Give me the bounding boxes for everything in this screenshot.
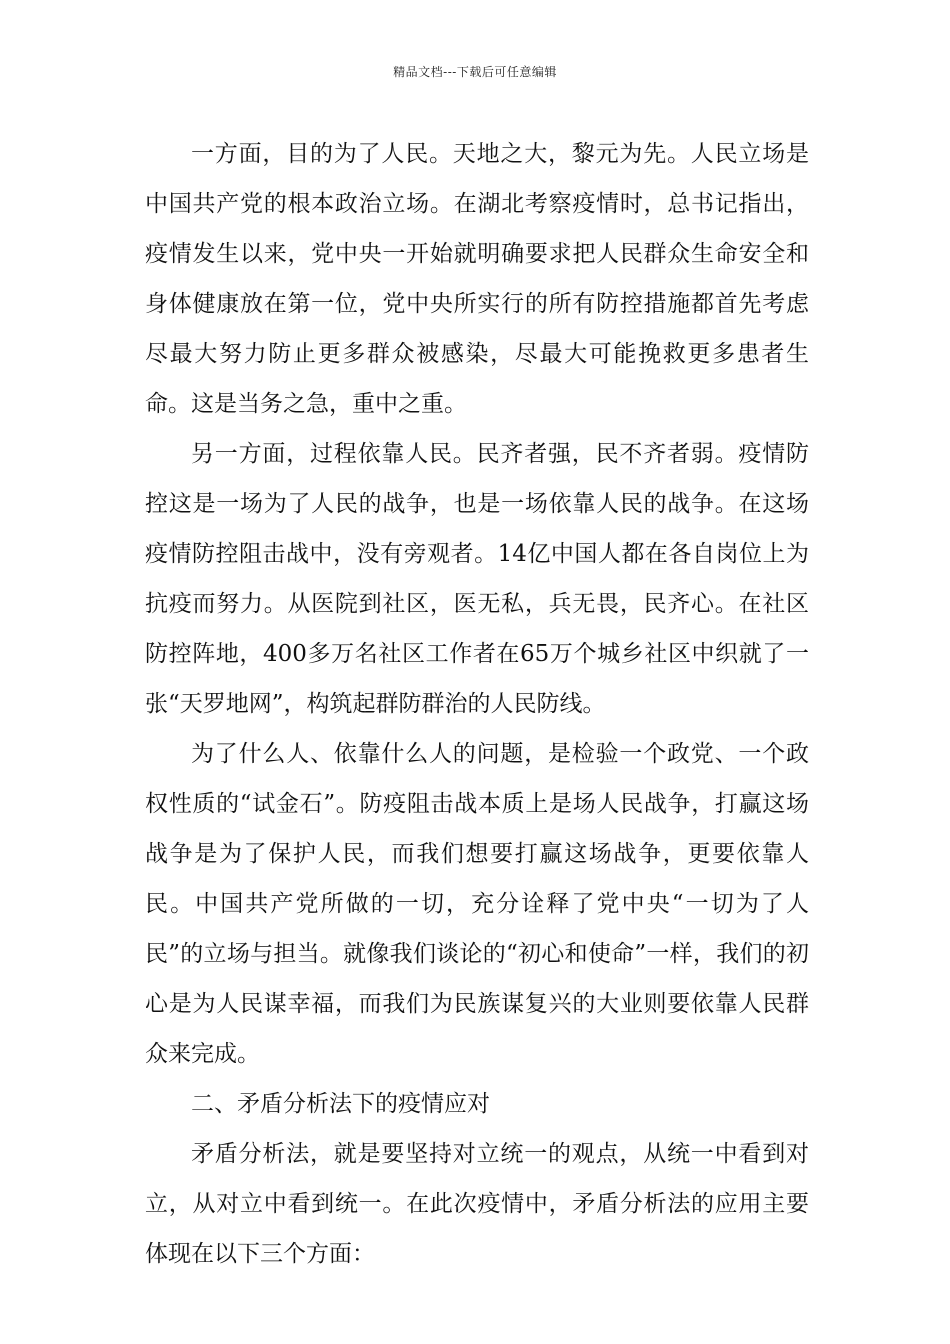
paragraph-people-purpose: 一方面，目的为了人民。天地之大，黎元为先。人民立场是中国共产党的根本政治立场。在湖北考察疫情时，总书记指出，疫情发生以来，党中央一开始就明确要求把人民群众生命安全和身体健康放在第一位，党中央所实行的所有防控措施都首先考虑尽最大努力防止更多群众被感染，尽最大可能挽救更多患者生命。这是当务之急，重中之重。 xyxy=(145,141,809,417)
paragraph-rely-on-people: 另一方面，过程依靠人民。民齐者强，民不齐者弱。疫情防控这是一场为了人民的战争，也是一场依靠人民的战争。在这场疫情防控阻击战中，没有旁观者。14亿中国人都在各自岗位上为抗疫而努力。从医院到社区，医无私，兵无畏，民齐心。在社区防控阵地，400多万名社区工作者在65万个城乡社区中织就了一张“天罗地网”，构筑起群防群治的人民防线。 xyxy=(145,441,809,717)
section-heading: 二、矛盾分析法下的疫情应对 xyxy=(191,1091,490,1117)
paragraph-touchstone: 为了什么人、依靠什么人的问题，是检验一个政党、一个政权性质的“试金石”。防疫阻击战本质上是场人民战争，打赢这场战争是为了保护人民，而我们想要打赢这场战争，更要依靠人民。中国共产党所做的一切，充分诠释了党中央“一切为了人民”的立场与担当。就像我们谈论的“初心和使命”一样，我们的初心是为人民谋幸福，而我们为民族谋复兴的大业则要依靠人民群众来完成。 xyxy=(145,741,809,1067)
paragraph-contradiction-analysis: 矛盾分析法，就是要坚持对立统一的观点，从统一中看到对立，从对立中看到统一。在此次疫情中，矛盾分析法的应用主要体现在以下三个方面： xyxy=(145,1141,809,1267)
page-header: 精品文档---下载后可任意编辑 xyxy=(393,65,557,79)
document-body xyxy=(145,129,809,1279)
